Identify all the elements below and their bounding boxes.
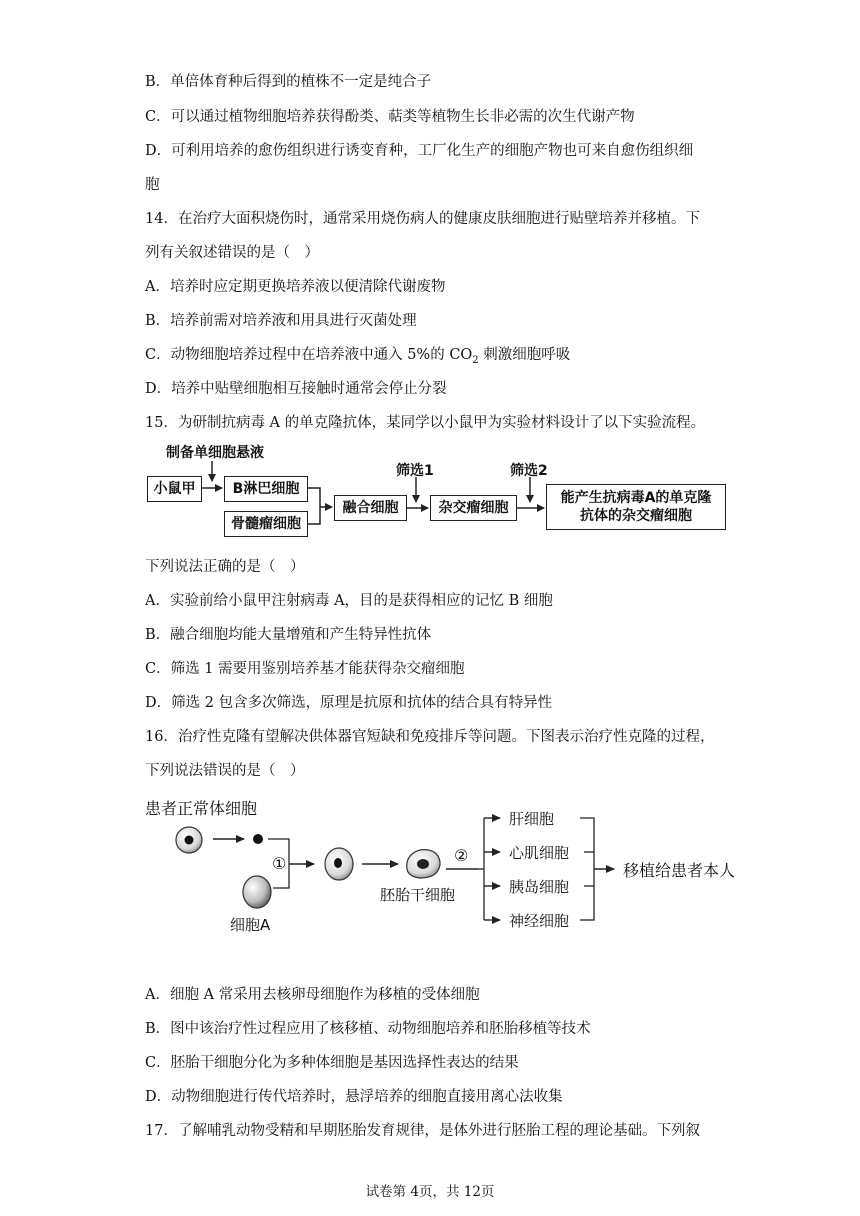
- q16-target-neuron: 神经细胞: [509, 912, 570, 930]
- q16-step2: ②: [454, 846, 469, 865]
- q14-option-a: A．培养时应定期更换培养液以便清除代谢废物: [145, 279, 446, 295]
- q15-option-d: D．筛选 2 包含多次筛选，原理是抗原和抗体的结合具有特异性: [145, 695, 553, 711]
- q13-option-b: B．单倍体育种后得到的植株不一定是纯合子: [145, 74, 432, 90]
- q15-final-line1: 能产生抗病毒A的单克隆: [560, 490, 712, 506]
- q16-option-a: A．细胞 A 常采用去核卵母细胞作为移植的受体细胞: [145, 987, 480, 1003]
- q16-title: 患者正常体细胞: [145, 799, 258, 818]
- q16-step1: ①: [272, 854, 287, 873]
- cell-a-icon: [243, 876, 271, 908]
- q15-option-a: A．实验前给小鼠甲注射病毒 A，目的是获得相应的记忆 B 细胞: [145, 593, 553, 609]
- q15-box-myeloma: 骨髓瘤细胞: [224, 511, 308, 537]
- q15-final-line2: 抗体的杂交瘤细胞: [580, 508, 692, 524]
- q14c-text-pre: C．动物细胞培养过程中在培养液中通入 5%的 CO: [145, 347, 473, 363]
- q16-esc-label: 胚胎干细胞: [380, 886, 456, 904]
- q16-result-label: 移植给患者本人: [623, 861, 736, 880]
- q15-option-b: B．融合细胞均能大量增殖和产生特异性抗体: [145, 627, 432, 643]
- q15-sub-stem: 下列说法正确的是（ ）: [145, 559, 305, 575]
- q16-target-islet: 胰岛细胞: [509, 878, 570, 896]
- q14-stem-line2: 列有关叙述错误的是（ ）: [145, 245, 319, 261]
- q15-box-hybridoma: 杂交瘤细胞: [430, 495, 517, 521]
- q16-option-d: D．动物细胞进行传代培养时，悬浮培养的细胞直接用离心法收集: [145, 1089, 563, 1105]
- q14-option-b: B．培养前需对培养液和用具进行灭菌处理: [145, 313, 417, 329]
- q16-option-c: C．胚胎干细胞分化为多种体细胞是基因选择性表达的结果: [145, 1055, 519, 1071]
- q14-option-d: D．培养中贴壁细胞相互接触时通常会停止分裂: [145, 381, 447, 397]
- q13-option-d-line1: D．可利用培养的愈伤组织进行诱变育种，工厂化生产的细胞产物也可来自愈伤组织细: [145, 143, 694, 159]
- q15-box-fused: 融合细胞: [334, 495, 407, 521]
- somatic-cell-icon: [176, 827, 202, 853]
- q14c-subscript: 2: [472, 354, 479, 366]
- q15-screen1-label: 筛选1: [396, 463, 434, 479]
- q16-option-b: B．图中该治疗性过程应用了核移植、动物细胞培养和胚胎移植等技术: [145, 1021, 591, 1037]
- q16-stem-line1: 16．治疗性克隆有望解决供体器官短缺和免疫排斥等问题。下图表示治疗性克隆的过程，: [145, 729, 715, 745]
- q13-option-c: C．可以通过植物细胞培养获得酚类、萜类等植物生长非必需的次生代谢产物: [145, 109, 635, 125]
- page-footer: 试卷第 4页，共 12页: [365, 1184, 495, 1200]
- q16-cell-a-label: 细胞A: [230, 916, 271, 934]
- q15-box-b-cell: B淋巴细胞: [224, 476, 308, 502]
- q15-box-mouse: 小鼠甲: [147, 476, 202, 502]
- embryonic-stem-cell-icon: [407, 850, 440, 878]
- q14c-text-post: 刺激细胞呼吸: [478, 347, 571, 363]
- reconstructed-cell-icon: [325, 848, 353, 880]
- q15-prep-suspension-label: 制备单细胞悬液: [166, 445, 264, 461]
- q15-option-c: C．筛选 1 需要用鉴别培养基才能获得杂交瘤细胞: [145, 661, 465, 677]
- q15-stem: 15．为研制抗病毒 A 的单克隆抗体，某同学以小鼠甲为实验材料设计了以下实验流程。: [145, 415, 706, 431]
- q16-stem-line2: 下列说法错误的是（ ）: [145, 763, 305, 779]
- q16-target-cardiac: 心肌细胞: [509, 844, 570, 862]
- q13-option-d-line2: 胞: [145, 177, 160, 193]
- q14-stem-line1: 14．在治疗大面积烧伤时，通常采用烧伤病人的健康皮肤细胞进行贴壁培养并移植。下: [145, 211, 700, 227]
- q17-stem-line1: 17．了解哺乳动物受精和早期胚胎发育规律，是体外进行胚胎工程的理论基础。下列叙: [145, 1123, 700, 1139]
- nucleus-icon: [253, 834, 263, 844]
- q16-target-liver: 肝细胞: [509, 810, 555, 828]
- q15-screen2-label: 筛选2: [510, 463, 548, 479]
